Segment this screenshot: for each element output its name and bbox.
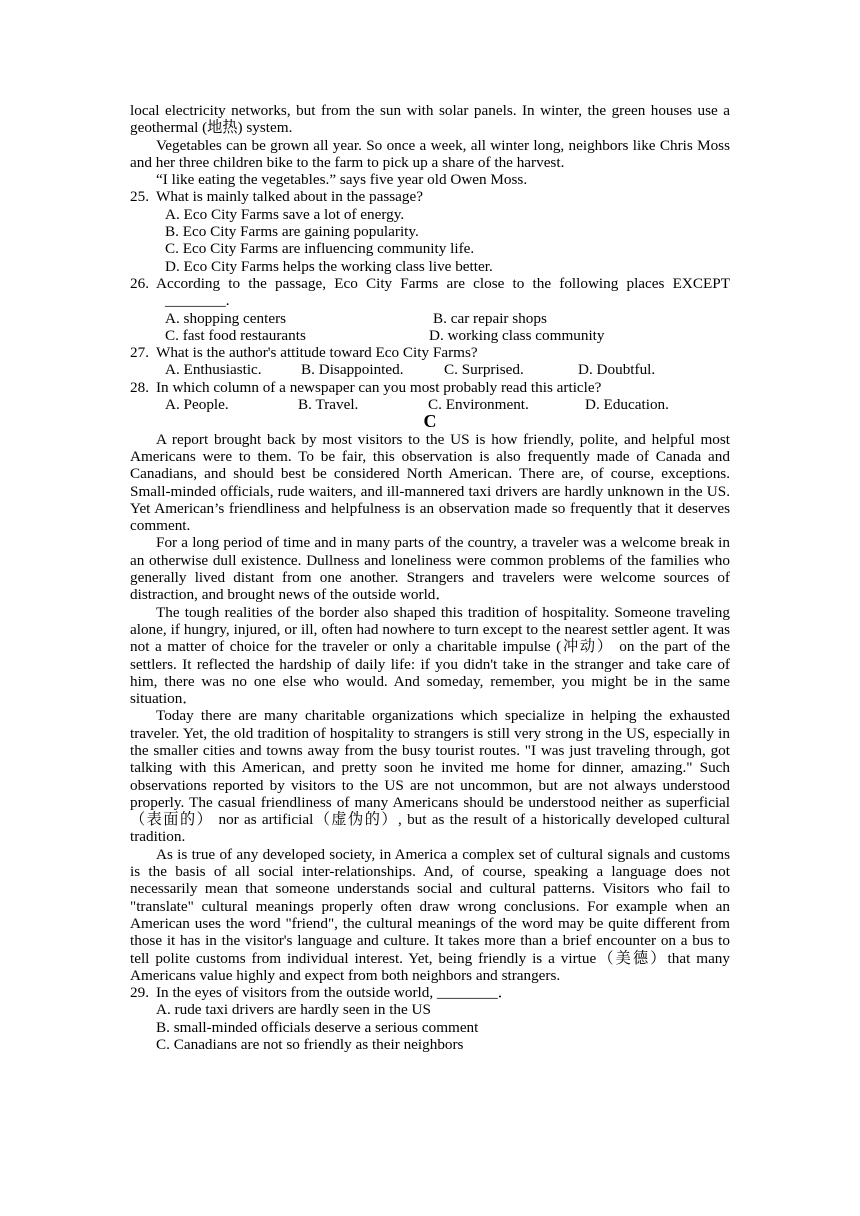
option: D. Doubtful. xyxy=(578,361,656,379)
question-number: 25. xyxy=(130,188,149,206)
option: D. working class community xyxy=(429,326,605,344)
question-29 xyxy=(130,984,730,1001)
passage-c-paragraph: A report brought back by most visitors to the US is how friendly, polite, and helpful most Americans were to them. To be fair, this observation is also frequently made of Canada and Canadians, and should best be considered North American. There are, of course, exceptions. Small-minded officials, rude waiters, and ill-mannered taxi drivers are hardly unknown in the US. Yet American’s friendliness and helpfulness is an observation made so frequently that it deserves comment. xyxy=(130,430,730,535)
section-heading: C xyxy=(423,411,437,432)
exam-page xyxy=(130,102,730,1053)
question-stem: According to the passage, Eco City Farms are close to the following places EXCEPT ________. xyxy=(156,274,730,310)
option: B. Travel. xyxy=(298,396,359,414)
option: A. Eco City Farms save a lot of energy. xyxy=(165,205,405,223)
option: C. Environment. xyxy=(428,396,529,414)
question-28 xyxy=(130,379,730,396)
option: A. rude taxi drivers are hardly seen in the US xyxy=(156,1001,431,1019)
option: C. Surprised. xyxy=(444,361,524,379)
passage-b-paragraph: “I like eating the vegetables.” says five year old Owen Moss. xyxy=(156,171,528,189)
question-27 xyxy=(130,344,730,361)
question-number: 27. xyxy=(130,344,149,362)
question-number: 28. xyxy=(130,378,149,396)
passage-b-paragraph: local electricity networks, but from the sun with solar panels. In winter, the green houses use a geothermal (地热) system. xyxy=(130,102,730,137)
option: B. car repair shops xyxy=(433,309,547,327)
question-26 xyxy=(130,275,730,310)
passage-c-paragraph: Today there are many charitable organizations which specialize in helping the exhausted traveler. Yet, the old tradition of hospitality to strangers is still very strong in the US, especially in the smaller cities and towns away from the busy tourist routes. "I was just traveling through, got talking with this American, and pretty soon he invited me home for dinner, amazing." Such observations reported by visitors to the US are not uncommon, but are not always understood properly. The casual friendliness of many Americans should be understood neither as superficial（表面的） nor as artificial（虚伪的）, but as the result of a historically developed cultural tradition. xyxy=(130,707,730,846)
option: A. Enthusiastic. xyxy=(165,361,262,379)
option: D. Eco City Farms helps the working class live better. xyxy=(165,257,493,275)
question-number: 26. xyxy=(130,274,149,292)
option-row xyxy=(130,361,730,378)
passage-c-paragraph: For a long period of time and in many parts of the country, a traveler was a welcome break in an otherwise dull existence. Dullness and loneliness were common problems of the families who generally lived distant from one another. Strangers and travelers were welcome sources of distraction, and brought news of the outside world． xyxy=(130,534,730,604)
option: B. Disappointed. xyxy=(301,361,404,379)
passage-c-paragraph: The tough realities of the border also shaped this tradition of hospitality. Someone traveling alone, if hungry, injured, or ill, often had nowhere to turn except to the nearest settler agent. It was not a matter of choice for the traveler or only a charitable impulse (冲动） on the part of the settlers. It reflected the hardship of daily life: if you didn't take in the stranger and take care of him, there was no one else who would. And someday, remember, you might be in the same situation． xyxy=(130,603,730,708)
question-stem: What is the author's attitude toward Eco City Farms? xyxy=(156,344,478,362)
option: A. shopping centers xyxy=(165,309,287,327)
question-number: 29. xyxy=(130,984,149,1002)
question-stem: In the eyes of visitors from the outside world, ________． xyxy=(156,984,513,1002)
option-row xyxy=(130,310,730,327)
option: B. small-minded officials deserve a serious comment xyxy=(156,1018,479,1036)
option: D. Education. xyxy=(585,396,669,414)
option-row xyxy=(130,327,730,344)
option: A. People. xyxy=(165,396,229,414)
passage-c-paragraph: As is true of any developed society, in America a complex set of cultural signals and customs is the basis of all social inter-relationships. And, of course, speaking a language does not necessarily mean that someone understands social and cultural patterns. Visitors who fail to "translate" cultural meanings properly often draw wrong conclusions. For example when an American uses the word "friend", the cultural meanings of the word may be quite different from those it has in the visitor's language and culture. It takes more than a brief encounter on a bus to tell polite customs from individual interest. Yet, being friendly is a virtue（美德）that many Americans value highly and expect from both neighbors and strangers. xyxy=(130,845,730,984)
question-stem: In which column of a newspaper can you most probably read this article? xyxy=(156,378,602,396)
question-25 xyxy=(130,188,730,205)
passage-b-paragraph: Vegetables can be grown all year. So once a week, all winter long, neighbors like Chris Moss and her three children bike to the farm to pick up a share of the harvest. xyxy=(130,136,730,171)
option: B. Eco City Farms are gaining popularity. xyxy=(165,223,419,241)
option: C. Canadians are not so friendly as their neighbors xyxy=(156,1036,464,1054)
option: C. Eco City Farms are influencing community life. xyxy=(165,240,475,258)
question-stem: What is mainly talked about in the passage? xyxy=(156,188,423,206)
option: C. fast food restaurants xyxy=(165,326,306,344)
